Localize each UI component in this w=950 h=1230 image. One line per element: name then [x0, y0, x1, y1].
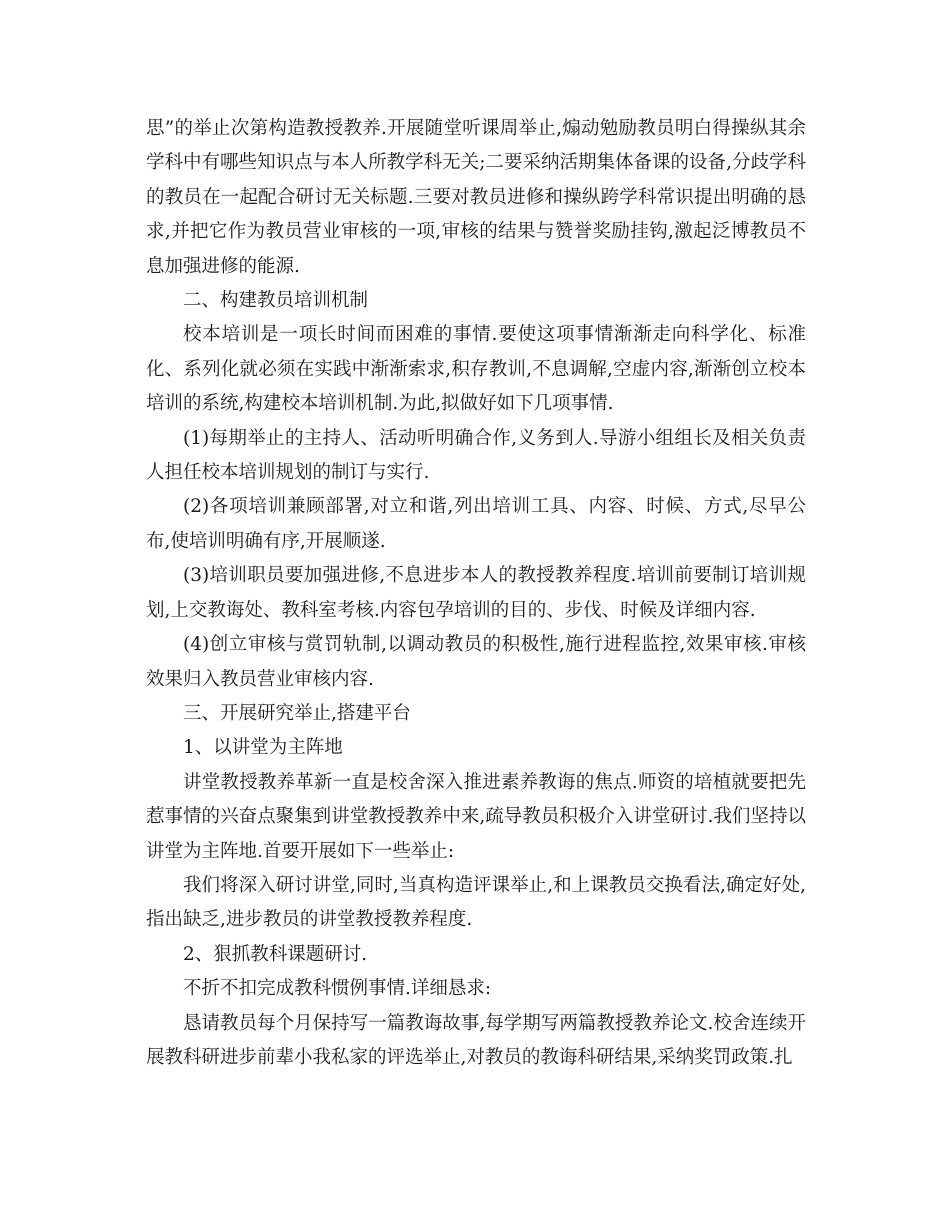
paragraph-classroom-reform: 讲堂教授教养革新一直是校舍深入推进素养教诲的焦点.师资的培植就要把先惹事情的兴奋点聚集到讲堂教授教养中来,疏导教员积极介入讲堂研讨.我们坚持以讲堂为主阵地.首要开展如下一些举止:: [146, 771, 806, 862]
list-item-1: (1)每期举止的主持人、活动听明确合作,义务到人.导游小组组长及相关负责人担任校本培训规划的制订与实行.: [146, 427, 806, 484]
subheading-classroom: 1、以讲堂为主阵地: [183, 737, 343, 759]
subheading-research-topics: 2、狠抓教科课题研讨.: [183, 943, 368, 965]
list-item-4: (4)创立审核与赏罚轨制,以调动教员的积极性,施行进程监控,效果审核.审核效果归入教员营业审核内容.: [146, 634, 806, 690]
list-item-2: (2)各项培训兼顾部署,对立和谐,列出培训工具、内容、时候、方式,尽早公布,使培训明确有序,开展顺遂.: [146, 496, 806, 552]
section-heading-research: 三、开展研究举止,搭建平台: [183, 702, 411, 724]
paragraph-writing-requirements: 恳请教员每个月保持写一篇教诲故事,每学期写两篇教授教养论文.校舍连续开展教科研进步前辈小我私家的评选举止,对教员的教诲科研结果,采纳奖罚政策.扎: [146, 1012, 806, 1068]
paragraph-classroom-evaluation: 我们将深入研讨讲堂,同时,当真构造评课举止,和上课教员交换看法,确定好处,指出缺乏,进步教员的讲堂教授教养程度.: [146, 874, 806, 931]
paragraph-routine-work: 不折不扣完成教科惯例事情.详细恳求:: [183, 978, 492, 1000]
paragraph-school-training: 校本培训是一项长时间而困难的事情.要使这项事情渐渐走向科学化、标准化、系列化就必须在实践中渐渐索求,积存教训,不息调解,空虚内容,渐渐创立校本培训的系统,构建校本培训机制.为此,拟做好如下几项事情.: [146, 324, 806, 415]
list-item-3: (3)培训职员要加强进修,不息进步本人的教授教养程度.培训前要制订培训规划,上交教诲处、教科室考核.内容包孕培训的目的、步伐、时候及详细内容.: [146, 565, 806, 621]
document-body: [146, 112, 806, 1075]
section-heading-teacher-training: 二、构建教员培训机制: [183, 290, 369, 312]
paragraph-continuation: 思”的举止次第构造教授教养.开展随堂听课周举止,煽动勉励教员明白得操纵其余学科中有哪些知识点与本人所教学科无关;二要采纳活期集体备课的设备,分歧学科的教员在一起配合研讨无关标题.三要对教员进修和操纵跨学科常识提出明确的恳求,并把它作为教员营业审核的一项,审核的结果与赞誉奖励挂钩,激起泛博教员不息加强进修的能源.: [146, 118, 806, 277]
